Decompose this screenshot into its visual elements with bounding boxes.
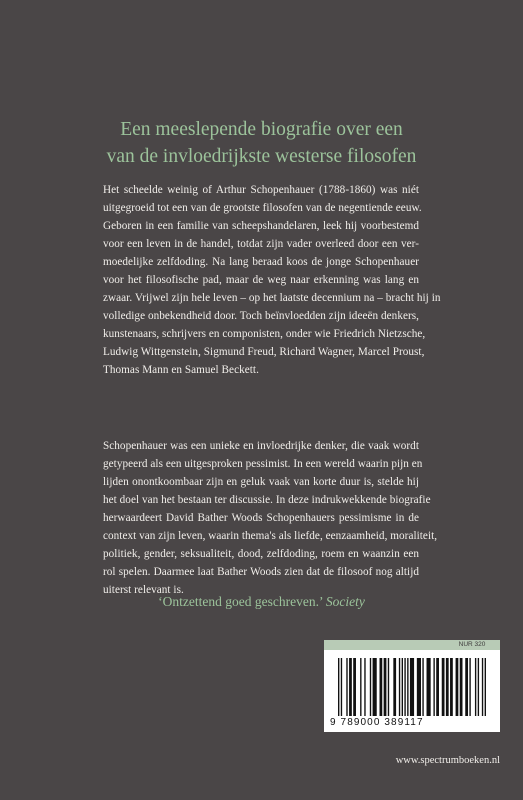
paragraph-line: Het scheelde weinig of Arthur Schopenhauer (1788-1860) was niét — [103, 184, 419, 196]
paragraph-line: Thomas Mann en Samuel Beckett. — [103, 364, 259, 376]
barcode-bar — [373, 658, 377, 716]
barcode-bar — [402, 658, 403, 716]
barcode-bar — [436, 658, 439, 716]
barcode-bar — [485, 658, 486, 716]
barcode-bar — [364, 658, 365, 716]
barcode-bar — [380, 658, 383, 716]
isbn-barcode — [338, 658, 486, 716]
barcode-bar — [388, 658, 389, 716]
barcode-bar — [338, 658, 339, 716]
paragraph-line: politiek, gender, seksualiteit, dood, zelfdoding, roem en waanzin een — [103, 548, 419, 560]
paragraph-line: uiterst relevant is. — [103, 584, 184, 596]
paragraph-line: context van zijn leven, waarin thema's als liefde, eenzaamheid, moraliteit, — [103, 530, 438, 542]
barcode-bar — [433, 658, 434, 716]
paragraph-line: volledige onbekendheid door. Toch beïnvloedden zijn ideeën denkers, — [103, 310, 419, 322]
barcode-bar — [465, 658, 468, 716]
paragraph-line: getypeerd als een uitgesproken pessimist. In een wereld waarin pijn en — [103, 458, 423, 470]
paragraph-line: zwaar. Vrijwel zijn hele leven – op het laatste decennium na – bracht hij in — [103, 292, 441, 304]
barcode-bar — [407, 658, 408, 716]
barcode-bar — [341, 658, 342, 716]
paragraph-line: uitgegroeid tot een van de grootste filosofen van de negentiende eeuw. — [103, 202, 422, 214]
paragraph-line: herwaardeert David Bather Woods Schopenhauers pessimisme in de — [103, 512, 419, 524]
barcode-bar — [410, 658, 414, 716]
paragraph-line: Geboren in een familie van scheepshandelaren, leek hij voorbestemd — [103, 220, 419, 232]
barcode-bar — [460, 658, 463, 716]
barcode-bar — [456, 658, 459, 716]
publisher-website: www.spectrumboeken.nl — [395, 755, 500, 766]
barcode-bar — [384, 658, 387, 716]
nur-code: NUR 320 — [458, 641, 486, 648]
quote-text: ‘Ontzettend goed geschreven.’ — [158, 594, 323, 609]
blurb-paragraph-1 — [103, 181, 441, 379]
barcode-bar — [475, 658, 476, 716]
paragraph-line: voor het filosofische pad, maar de weg naar erkenning was lang en — [103, 274, 419, 286]
review-quote — [40, 593, 483, 611]
barcode-bar — [422, 658, 423, 716]
barcode-bar — [399, 658, 400, 716]
isbn-digits: 9 789000 389117 — [330, 717, 424, 728]
tagline-line-1: Een meeslepende biografie over een — [120, 119, 403, 140]
barcode-bar — [349, 658, 352, 716]
paragraph-line: kunstenaars, schrijvers en componisten, onder wie Friedrich Nietzsche, — [103, 328, 426, 340]
barcode-bar — [360, 658, 361, 716]
barcode-bar — [450, 658, 453, 716]
paragraph-line: rol spelen. Daarmee laat Bather Woods zien dat de filosoof nog altijd — [103, 566, 419, 578]
barcode-bar — [482, 658, 483, 716]
paragraph-line: Schopenhauer was een unieke en invloedrijke denker, die vaak wordt — [103, 440, 419, 452]
barcode-bar — [427, 658, 431, 716]
barcode-bar — [442, 658, 445, 716]
barcode-bar — [446, 658, 449, 716]
barcode-panel — [324, 650, 500, 732]
paragraph-line: moedelijke zelfdoding. Na lang beraad koos de jonge Schopenhauer — [103, 256, 419, 268]
paragraph-line: lijden onontkoombaar zijn en geluk vaak van korte duur is, stelde hij — [103, 476, 419, 488]
tagline — [40, 116, 483, 170]
paragraph-line: Ludwig Wittgenstein, Sigmund Freud, Richard Wagner, Marcel Proust, — [103, 346, 425, 358]
paragraph-line: het doel van het bestaan ter discussie. In deze indrukwekkende biografie — [103, 494, 431, 506]
barcode-bar — [393, 658, 396, 716]
quote-source: Society — [325, 594, 365, 609]
barcode-bar — [417, 658, 421, 716]
barcode-bar — [469, 658, 470, 716]
barcode-bar — [370, 658, 371, 716]
tagline-line-2: van de invloedrijkste westerse filosofen — [106, 146, 417, 167]
barcode-bar — [353, 658, 356, 716]
barcode-bar — [478, 658, 479, 716]
blurb-paragraph-2 — [103, 437, 438, 599]
barcode-bar — [346, 658, 347, 716]
paragraph-line: voor een leven in de handel, totdat zijn vader overleed door een ver- — [103, 238, 419, 250]
barcode-bar — [404, 658, 405, 716]
